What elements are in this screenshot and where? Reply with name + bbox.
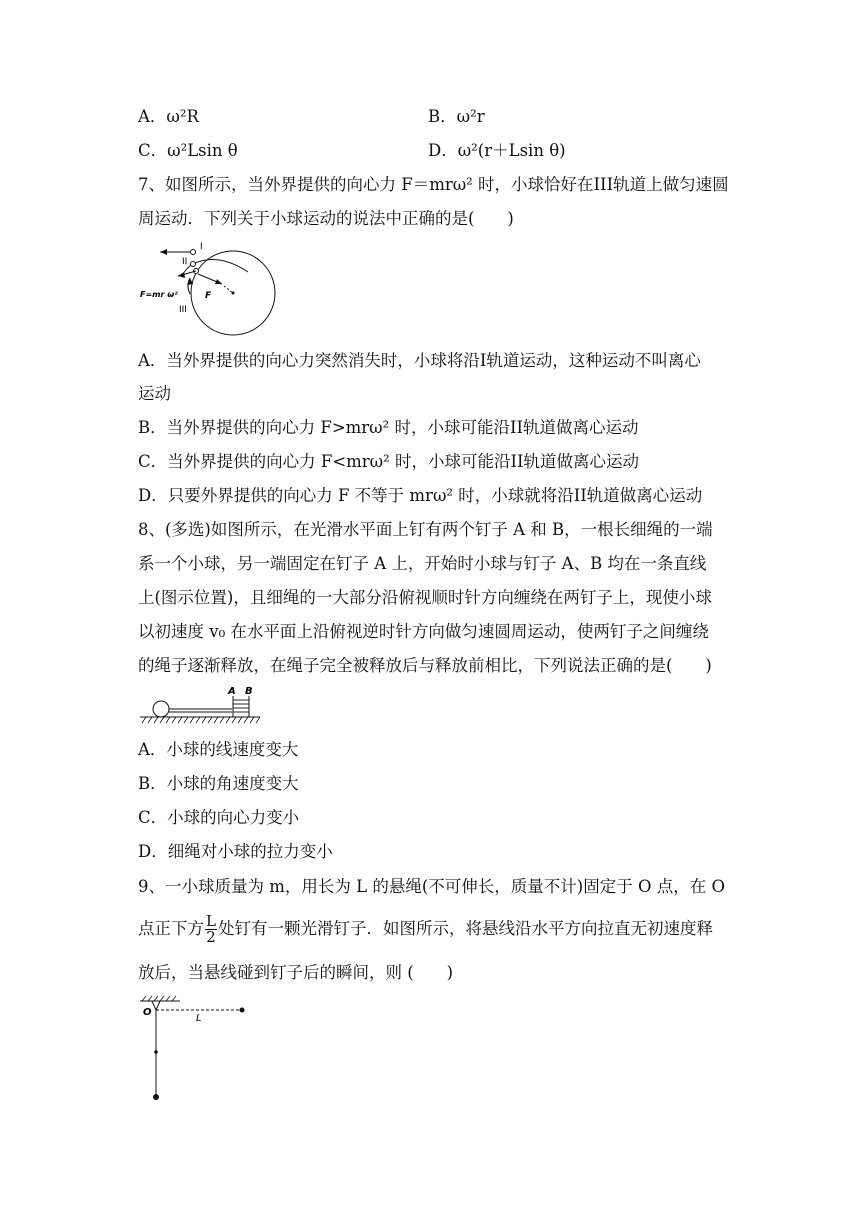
- q8-option-d: D．细绳对小球的拉力变小: [138, 842, 333, 861]
- q9-pendulum-figure: [138, 993, 250, 1105]
- q8-pegs-figure: [138, 683, 264, 725]
- q8-stem-line-4: 以初速度 v₀ 在水平面上沿俯视逆时针方向做匀速圆周运动，使两钉子之间缠绕: [138, 622, 709, 641]
- q7-orbit-figure: [138, 238, 283, 340]
- q7-label-formula: F=mr ω²: [140, 290, 178, 299]
- q7-label-f: F: [205, 291, 212, 301]
- q9-fraction-numerator: L: [206, 912, 216, 930]
- q6-option-b: B．ω²r: [428, 107, 485, 126]
- q8-label-b: B: [245, 686, 253, 697]
- q8-option-b: B．小球的角速度变大: [138, 774, 299, 793]
- q7-label-i: I: [200, 242, 203, 252]
- q9-fraction-denominator: 2: [206, 928, 216, 946]
- q7-option-a: A．当外界提供的向心力突然消失时，小球将沿I轨道运动，这种运动不叫离心: [138, 351, 701, 370]
- q7-option-b: B．当外界提供的向心力 F>mrω² 时，小球可能沿II轨道做离心运动: [138, 418, 639, 437]
- q9-stem-line-3: 放后，当悬线碰到钉子后的瞬间，则 ( ): [138, 963, 454, 982]
- q9-line2-post: 处钉有一颗光滑钉子．如图所示，将悬线沿水平方向拉直无初速度释: [217, 919, 713, 938]
- q8-stem-line-1: 8、(多选)如图所示，在光滑水平面上钉有两个钉子 A 和 B，一根长细绳的一端: [138, 520, 713, 539]
- q7-option-d: D．只要外界提供的向心力 F 不等于 mrω² 时，小球就将沿II轨道做离心运动: [138, 486, 703, 505]
- q8-option-c: C．小球的向心力变小: [138, 808, 300, 827]
- q9-stem-line-1: 9、一小球质量为 m，用长为 L 的悬绳(不可伸长，质量不计)固定于 O 点，在 O: [138, 877, 725, 896]
- q9-label-o: O: [143, 1007, 152, 1018]
- q8-label-a: A: [228, 686, 236, 697]
- q6-option-d: D．ω²(r＋Lsin θ): [428, 141, 566, 160]
- q7-label-iii: III: [179, 305, 187, 315]
- q8-option-a: A．小球的线速度变大: [138, 740, 299, 759]
- q7-stem-line-1: 7、如图所示，当外界提供的向心力 F＝mrω² 时，小球恰好在III轨道上做匀速圆: [138, 175, 729, 194]
- q6-option-a: A．ω²R: [138, 107, 199, 126]
- q8-stem-line-2: 系一个小球，另一端固定在钉子 A 上，开始时小球与钉子 A、B 均在一条直线: [138, 554, 707, 573]
- q7-stem-line-2: 周运动．下列关于小球运动的说法中正确的是( ): [138, 209, 514, 228]
- q7-label-ii: II: [182, 257, 188, 267]
- q9-fraction: [205, 914, 217, 945]
- q9-label-l: L: [196, 1013, 202, 1024]
- q9-line2-pre: 点正下方: [138, 919, 204, 938]
- q9-stem-line-2: [138, 912, 713, 946]
- q7-option-a-cont: 运动: [138, 384, 171, 403]
- q8-stem-line-5: 的绳子逐渐释放，在绳子完全被释放后与释放前相比，下列说法正确的是( ): [138, 656, 712, 675]
- q8-stem-line-3: 上(图示位置)，且细绳的一大部分沿俯视顺时针方向缠绕在两钉子上，现使小球: [138, 588, 712, 607]
- q7-option-c: C．当外界提供的向心力 F<mrω² 时，小球可能沿II轨道做离心运动: [138, 452, 640, 471]
- q6-option-c: C．ω²Lsin θ: [138, 141, 238, 160]
